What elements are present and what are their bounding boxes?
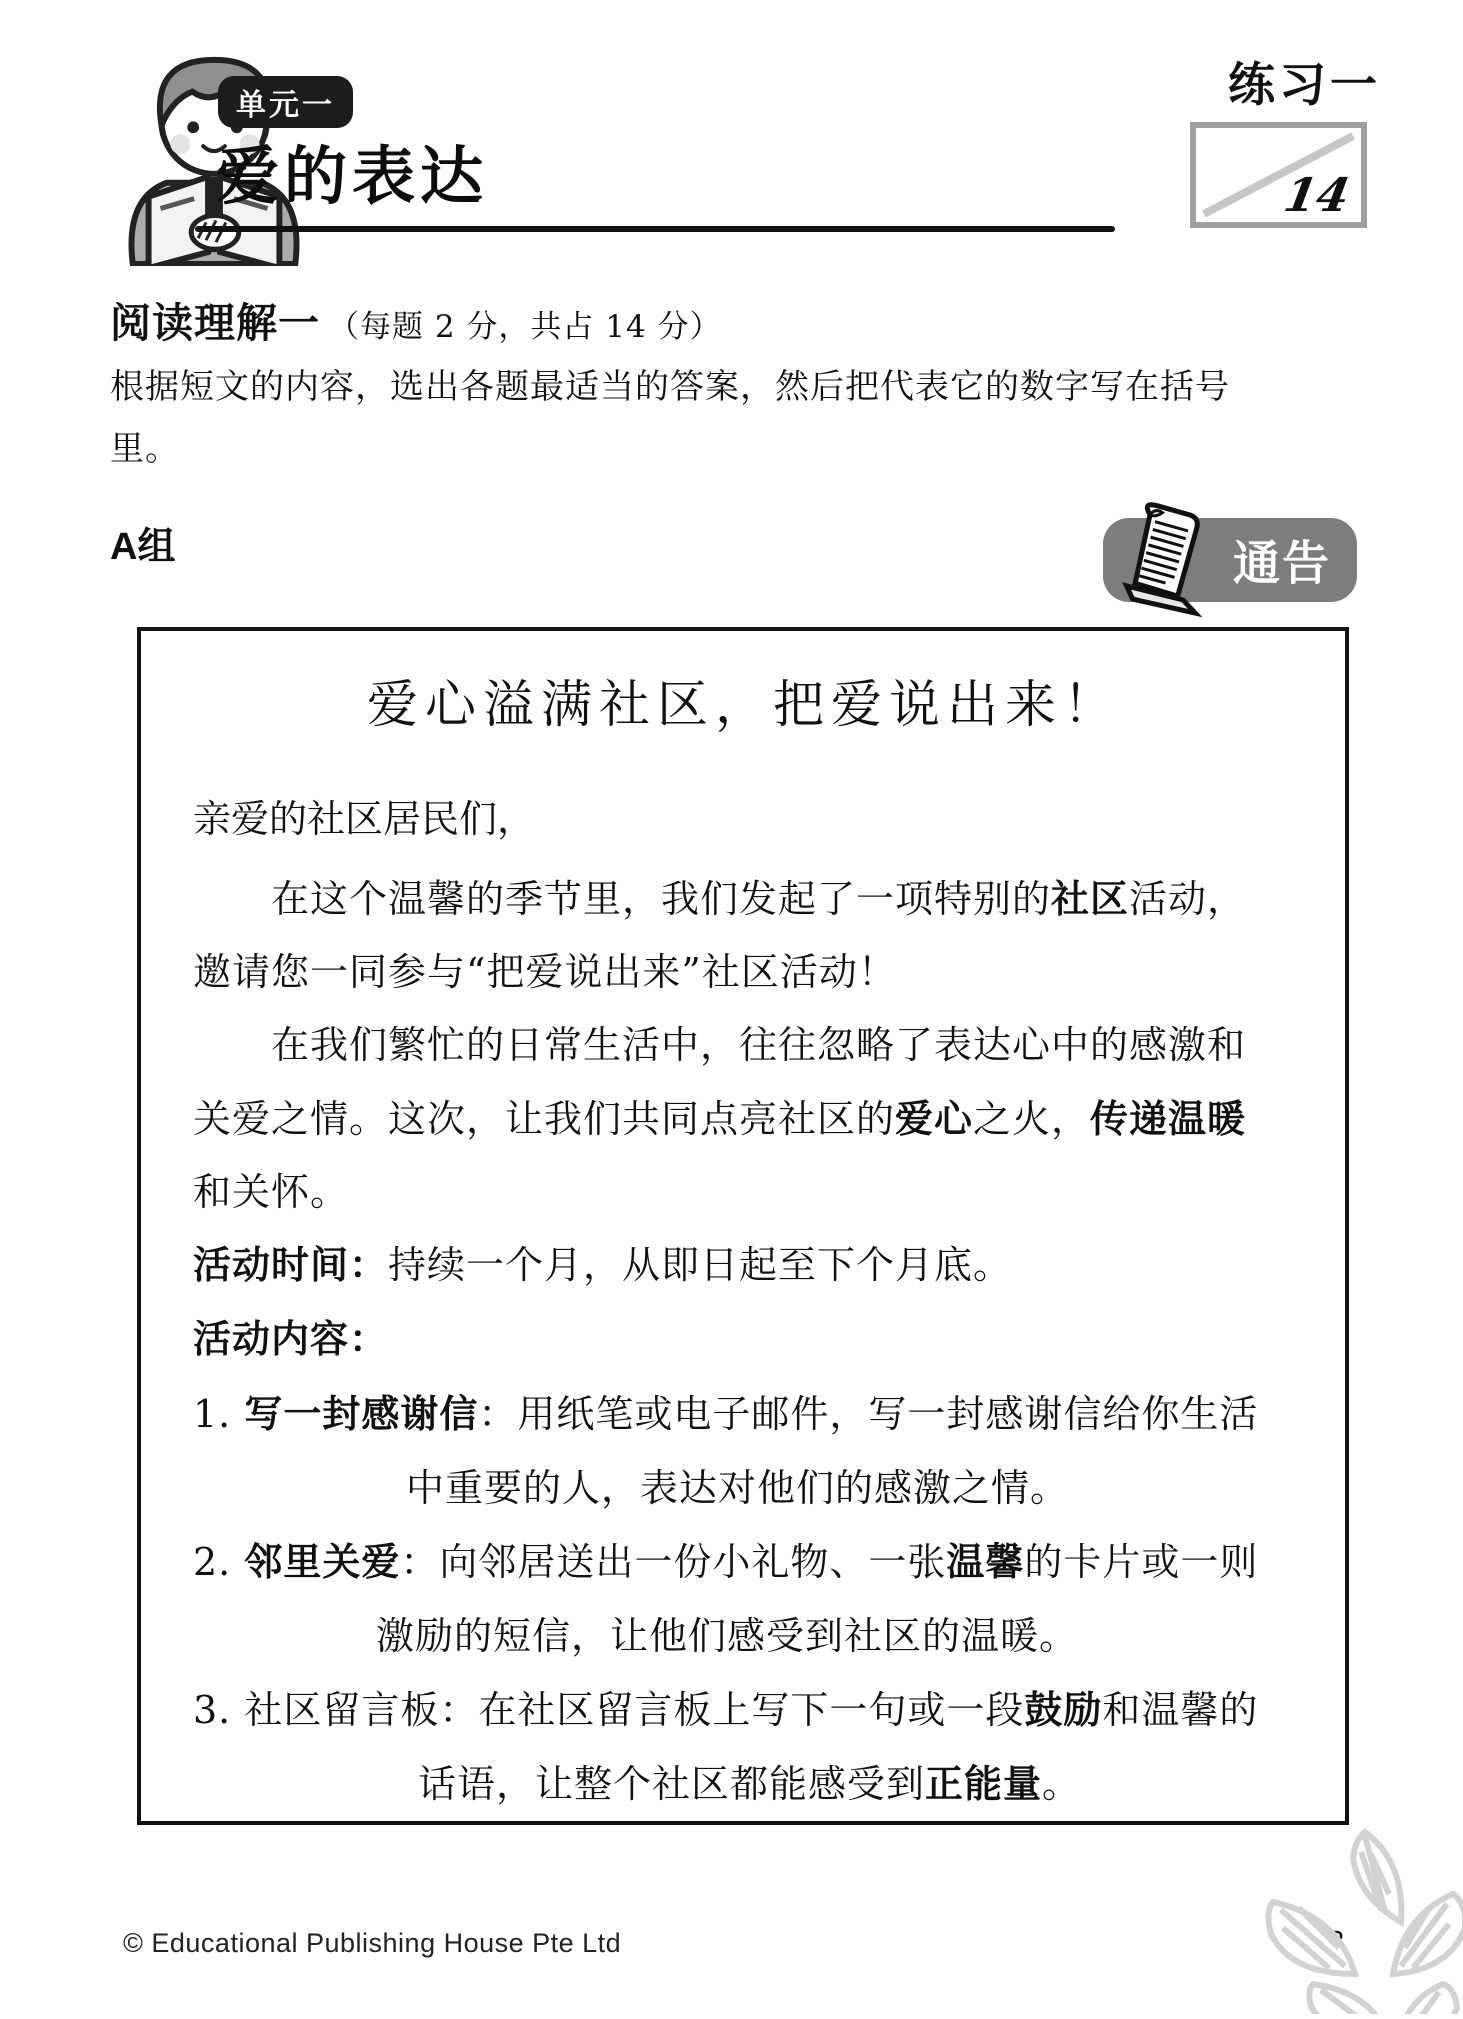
instruction-text	[110, 356, 1230, 480]
item-number: 1.	[193, 1392, 232, 1436]
instruction-line: 里。	[110, 430, 180, 468]
exercise-label: 练习一	[1228, 58, 1381, 111]
notice-salutation: 亲爱的社区居民们，	[193, 797, 536, 841]
paragraph-line: 和关怀。	[193, 1170, 350, 1214]
instruction-line: 根据短文的内容，选出各题最适当的答案，然后把代表它的数字写在括号	[110, 368, 1230, 406]
notice-paragraph-2	[193, 1009, 1295, 1229]
section-marks-note: （每题 2 分，共占 14 分）	[328, 309, 722, 345]
section-title: 阅读理解一	[110, 300, 320, 346]
paragraph-line: 关爱之情。这次，让我们共同点亮社区的爱心之火，传递温暖	[193, 1096, 1247, 1141]
activity-time-line	[193, 1229, 1295, 1303]
notice-title: 爱心溢满社区，把爱说出来！	[366, 676, 1121, 735]
notice-badge-label: 通告	[1233, 536, 1331, 590]
section-heading	[110, 290, 722, 349]
notice-box	[137, 627, 1349, 1825]
footer-copyright: © Educational Publishing House Pte Ltd	[123, 1928, 622, 1958]
item-line: 话语，让整个社区都能感受到正能量。	[418, 1761, 1082, 1806]
score-value: 14	[1280, 168, 1354, 222]
activity-time-text: 持续一个月，从即日起至下个月底。	[388, 1243, 1013, 1287]
item-label: 邻里关爱	[244, 1539, 401, 1584]
activity-content-label: 活动内容：	[193, 1319, 389, 1361]
scroll-icon	[1119, 502, 1215, 620]
item-label: 写一封感谢信	[244, 1391, 479, 1436]
item-line: 激励的短信，让他们感受到社区的温暖。	[376, 1614, 1079, 1658]
unit-badge	[218, 76, 353, 128]
activity-content-line	[193, 1303, 1295, 1377]
item-line: 3. 社区留言板：在社区留言板上写下一句或一段鼓励和温馨的	[193, 1687, 1259, 1732]
notice-badge	[1103, 518, 1357, 602]
item-line: 中重要的人，表达对他们的感激之情。	[406, 1466, 1070, 1510]
leaf-decoration-icon	[1113, 1824, 1463, 2014]
title-underline	[195, 226, 1115, 232]
activity-time-label: 活动时间：	[193, 1245, 389, 1287]
notice-item-2	[193, 1525, 1295, 1673]
paragraph-line: 邀请您一同参与“把爱说出来”社区活动！	[193, 950, 897, 994]
item-line: 1. 写一封感谢信：用纸笔或电子邮件，写一封感谢信给你生活	[193, 1391, 1259, 1436]
item-number: 3.	[193, 1688, 232, 1732]
notice-paragraph-1	[193, 862, 1295, 1009]
notice-item-3	[193, 1673, 1295, 1821]
unit-badge-label: 单元一	[236, 89, 335, 122]
paragraph-line: 在我们繁忙的日常生活中，往往忽略了表达心中的感激和	[271, 1023, 1247, 1067]
page-title: 爱的表达	[216, 139, 488, 213]
paragraph-line: 在这个温馨的季节里，我们发起了一项特别的社区活动，	[271, 876, 1247, 921]
item-number: 2.	[193, 1540, 232, 1584]
notice-item-1	[193, 1377, 1295, 1525]
item-line: 2. 邻里关爱：向邻居送出一份小礼物、一张温馨的卡片或一则	[193, 1539, 1259, 1584]
group-label: A组	[110, 526, 176, 568]
score-box	[1190, 122, 1367, 228]
